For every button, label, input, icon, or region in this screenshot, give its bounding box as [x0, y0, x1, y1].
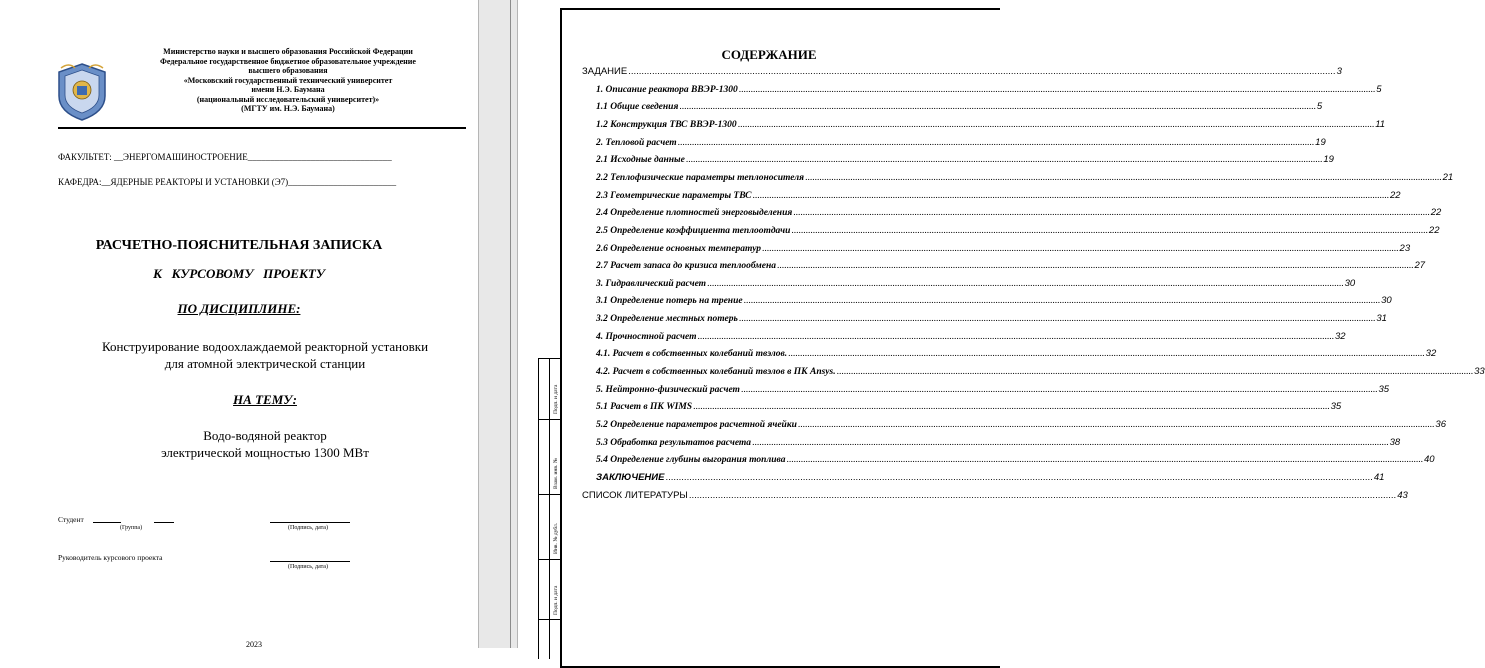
faculty-line: ФАКУЛЬТЕТ: __ЭНЕРГОМАШИНОСТРОЕНИЕ________________________________	[58, 152, 392, 162]
stamp-label: Подп. и дата	[553, 384, 559, 414]
course-name	[0, 338, 530, 372]
department-line: КАФЕДРА:__ЯДЕРНЫЕ РЕАКТОРЫ И УСТАНОВКИ (Э7)________________________	[58, 177, 397, 187]
toc-entry-label: 3.2 Определение местных потерь	[596, 314, 738, 325]
signature-caption: (Подпись, дата)	[288, 525, 328, 531]
toc-leader-dots	[679, 102, 1316, 112]
toc-entry[interactable]	[596, 366, 1485, 379]
toc-leader-dots	[798, 420, 1435, 430]
title-page	[0, 0, 478, 648]
toc-entry[interactable]	[596, 260, 1426, 273]
toc-entry-label: 5.4 Определение глубины выгорания топлива	[596, 455, 786, 466]
toc-entry-label: 4.2. Расчет в собственных колебаний твэлов в ПК Ansys.	[596, 367, 836, 378]
toc-entry[interactable]	[582, 489, 1408, 503]
toc-entry[interactable]	[596, 313, 1387, 326]
ministry-line: Федеральное государственное бюджетное образовательное учреждение	[160, 56, 416, 66]
toc-entry-page: 43	[1397, 489, 1408, 501]
toc-entry[interactable]	[596, 277, 1356, 291]
toc-entry[interactable]	[596, 383, 1390, 397]
stamp-strip-divider	[549, 359, 550, 659]
toc-entry-label: 2.1 Исходные данные	[596, 155, 685, 166]
toc-leader-dots	[628, 66, 1335, 77]
toc-entry[interactable]	[596, 436, 1401, 450]
toc-entry-label: 5.3 Обработка результатов расчета	[596, 437, 752, 448]
toc-entry-label: 5. Нейтронно-физический расчет	[596, 384, 740, 395]
toc-entry-label: 3.1 Определение потерь на трение	[596, 296, 743, 307]
document-subtitle: К КУРСОВОМУ ПРОЕКТУ	[153, 266, 325, 281]
toc-leader-dots	[739, 314, 1376, 324]
toc-entry[interactable]	[596, 154, 1334, 167]
toc-entry-page: 11	[1375, 118, 1386, 130]
toc-leader-dots	[752, 438, 1389, 448]
toc-entry-page: 33	[1474, 366, 1485, 378]
toc-entry[interactable]	[596, 330, 1346, 344]
toc-entry-label: 3. Гидравлический расчет	[596, 278, 707, 289]
toc-entry-label: 2.5 Определение коэффициента теплоотдачи	[596, 225, 791, 236]
discipline-label: ПО ДИСЦИПЛИНЕ:	[177, 301, 301, 316]
toc-entry[interactable]	[596, 471, 1385, 485]
toc-leader-dots	[739, 85, 1376, 95]
toc-title: СОДЕРЖАНИЕ	[721, 47, 817, 62]
toc-leader-dots	[698, 332, 1335, 342]
ministry-header	[128, 47, 448, 114]
toc-entry[interactable]	[596, 242, 1411, 256]
toc-entry[interactable]	[596, 401, 1342, 414]
toc-entry-label: 1.1 Общие сведения	[596, 102, 679, 113]
stamp-separator	[539, 559, 561, 560]
toc-entry-page: 22	[1430, 207, 1442, 219]
topic-text	[0, 427, 530, 461]
student-label: Студент	[58, 515, 84, 524]
supervisor-signature-underline	[270, 561, 350, 562]
toc-entry-page: 21	[1442, 171, 1454, 183]
toc-leader-dots	[678, 138, 1315, 148]
toc-entry-label: СПИСОК ЛИТЕРАТУРЫ	[582, 489, 688, 501]
toc-entry-page: 22	[1428, 224, 1440, 236]
topic-line: электрической мощностью 1300 МВт	[161, 445, 369, 460]
toc-leader-dots	[665, 472, 1372, 483]
page-gap	[478, 0, 518, 648]
course-line: для атомной электрической станции	[164, 356, 366, 371]
toc-entry[interactable]	[596, 136, 1326, 150]
toc-entry-page: 31	[1376, 313, 1387, 325]
toc-entry-label: 2.4 Определение плотностей энерговыделения	[596, 208, 793, 219]
toc-entry[interactable]	[596, 101, 1323, 114]
toc-leader-dots	[793, 208, 1430, 218]
toc-entry-page: 19	[1315, 136, 1326, 148]
toc-entry-label: ЗАКЛЮЧЕНИЕ	[596, 471, 665, 483]
toc-leader-dots	[686, 155, 1323, 165]
stamp-strip	[538, 358, 561, 659]
stamp-label: Взам. инв. №	[553, 458, 559, 489]
toc-entry-label: 4.1. Расчет в собственных колебаний твэлов.	[596, 349, 788, 360]
toc-leader-dots	[707, 279, 1344, 289]
toc-entry[interactable]	[596, 348, 1437, 361]
toc-entry[interactable]	[596, 189, 1401, 203]
toc-entry-label: ЗАДАНИЕ	[582, 66, 628, 77]
toc-entry-page: 5	[1376, 83, 1382, 95]
university-emblem-icon	[55, 62, 109, 122]
topic-label: НА ТЕМУ:	[233, 392, 297, 407]
toc-entry-label: 1. Описание реактора ВВЭР-1300	[596, 84, 738, 95]
ministry-line: имени Н.Э. Баумана	[251, 85, 325, 94]
toc-leader-dots	[762, 244, 1399, 254]
group-underline-2	[154, 522, 174, 523]
toc-entry-page: 3	[1336, 66, 1342, 77]
toc-entry-page: 32	[1425, 348, 1437, 360]
ministry-line: (национальный исследовательский университет)»	[196, 94, 380, 104]
toc-entry-page: 40	[1423, 454, 1435, 466]
toc-entry-label: 2.3 Геометрические параметры ТВС	[596, 190, 752, 201]
toc-entry-page: 22	[1389, 189, 1401, 201]
header-divider	[58, 127, 466, 129]
toc-leader-dots	[837, 367, 1474, 377]
toc-leader-dots	[805, 173, 1442, 183]
toc-entry-page: 35	[1330, 401, 1342, 413]
supervisor-signature-caption: (Подпись, дата)	[288, 564, 328, 570]
toc-leader-dots	[777, 261, 1414, 271]
toc-entry-page: 30	[1381, 295, 1392, 307]
toc-entry-page: 36	[1435, 419, 1446, 430]
toc-entry-label: 4. Прочностной расчет	[596, 331, 697, 342]
toc-entry[interactable]	[596, 171, 1454, 185]
toc-entry[interactable]	[596, 295, 1392, 308]
ministry-line: «Московский государственный технический университет	[183, 75, 393, 85]
document-title: РАСЧЕТНО-ПОЯСНИТЕЛЬНАЯ ЗАПИСКА	[95, 238, 383, 253]
toc-entry[interactable]	[596, 118, 1386, 132]
topic-line: Водо-водяной реактор	[203, 428, 327, 443]
signature-underline	[270, 522, 350, 523]
toc-entry-label: 2.6 Определение основных температур	[596, 243, 762, 254]
toc-entry-label: 2.2 Теплофизические параметры теплоносителя	[596, 172, 805, 183]
page-gap-line	[510, 0, 511, 648]
toc-leader-dots	[738, 120, 1375, 130]
toc-leader-dots	[786, 455, 1423, 465]
toc-entry-label: 2.7 Расчет запаса до кризиса теплообмена	[596, 261, 776, 272]
toc-entry-label: 5.2 Определение параметров расчетной ячейки	[596, 420, 797, 430]
toc-entry-label: 5.1 Расчет в ПК WIMS	[596, 402, 693, 413]
stamp-label: Подп. и дата	[553, 585, 559, 615]
year-text: 2023	[246, 640, 262, 649]
toc-entry-page: 23	[1399, 242, 1411, 254]
toc-leader-dots	[744, 296, 1381, 306]
group-underline	[93, 522, 121, 523]
toc-entry-page: 19	[1323, 154, 1334, 166]
stamp-label: Инв. № дубл.	[553, 522, 559, 554]
toc-entry-page: 38	[1389, 436, 1401, 448]
toc-entry-page: 35	[1378, 383, 1390, 395]
toc-entry-page: 41	[1373, 471, 1385, 483]
toc-leader-dots	[689, 490, 1396, 501]
toc-entry-label: 2. Тепловой расчет	[596, 137, 677, 148]
toc-entry-page: 30	[1344, 277, 1356, 289]
stamp-separator	[539, 494, 561, 495]
toc-entry-page: 32	[1335, 330, 1346, 342]
toc-entry[interactable]	[596, 454, 1435, 467]
toc-entry-label: 1.2 Конструкция ТВС ВВЭР-1300	[596, 119, 737, 130]
toc-leader-dots	[791, 226, 1428, 236]
toc-leader-dots	[693, 402, 1330, 412]
toc-entry-page: 27	[1414, 260, 1426, 272]
toc-entry[interactable]	[596, 224, 1440, 238]
ministry-line: Министерство науки и высшего образования Российской Федерации	[163, 47, 413, 56]
toc-leader-dots	[752, 191, 1389, 201]
stamp-separator	[539, 619, 561, 620]
ministry-line: (МГТУ им. Н.Э. Баумана)	[241, 104, 335, 113]
supervisor-label: Руководитель курсового проекта	[58, 553, 163, 562]
stamp-separator	[539, 419, 561, 420]
toc-entry[interactable]	[596, 419, 1446, 432]
toc-leader-dots	[788, 349, 1425, 359]
toc-leader-dots	[741, 385, 1378, 395]
toc-entry[interactable]	[582, 66, 1342, 79]
toc-entry-page: 5	[1316, 101, 1323, 113]
toc-entry[interactable]	[596, 207, 1442, 220]
ministry-line: высшего образования	[248, 66, 328, 75]
contents-page	[518, 0, 1485, 648]
course-line: Конструирование водоохлаждаемой реакторной установки	[101, 339, 429, 354]
group-caption: (Группа)	[120, 525, 143, 531]
toc-entry[interactable]	[596, 83, 1382, 97]
